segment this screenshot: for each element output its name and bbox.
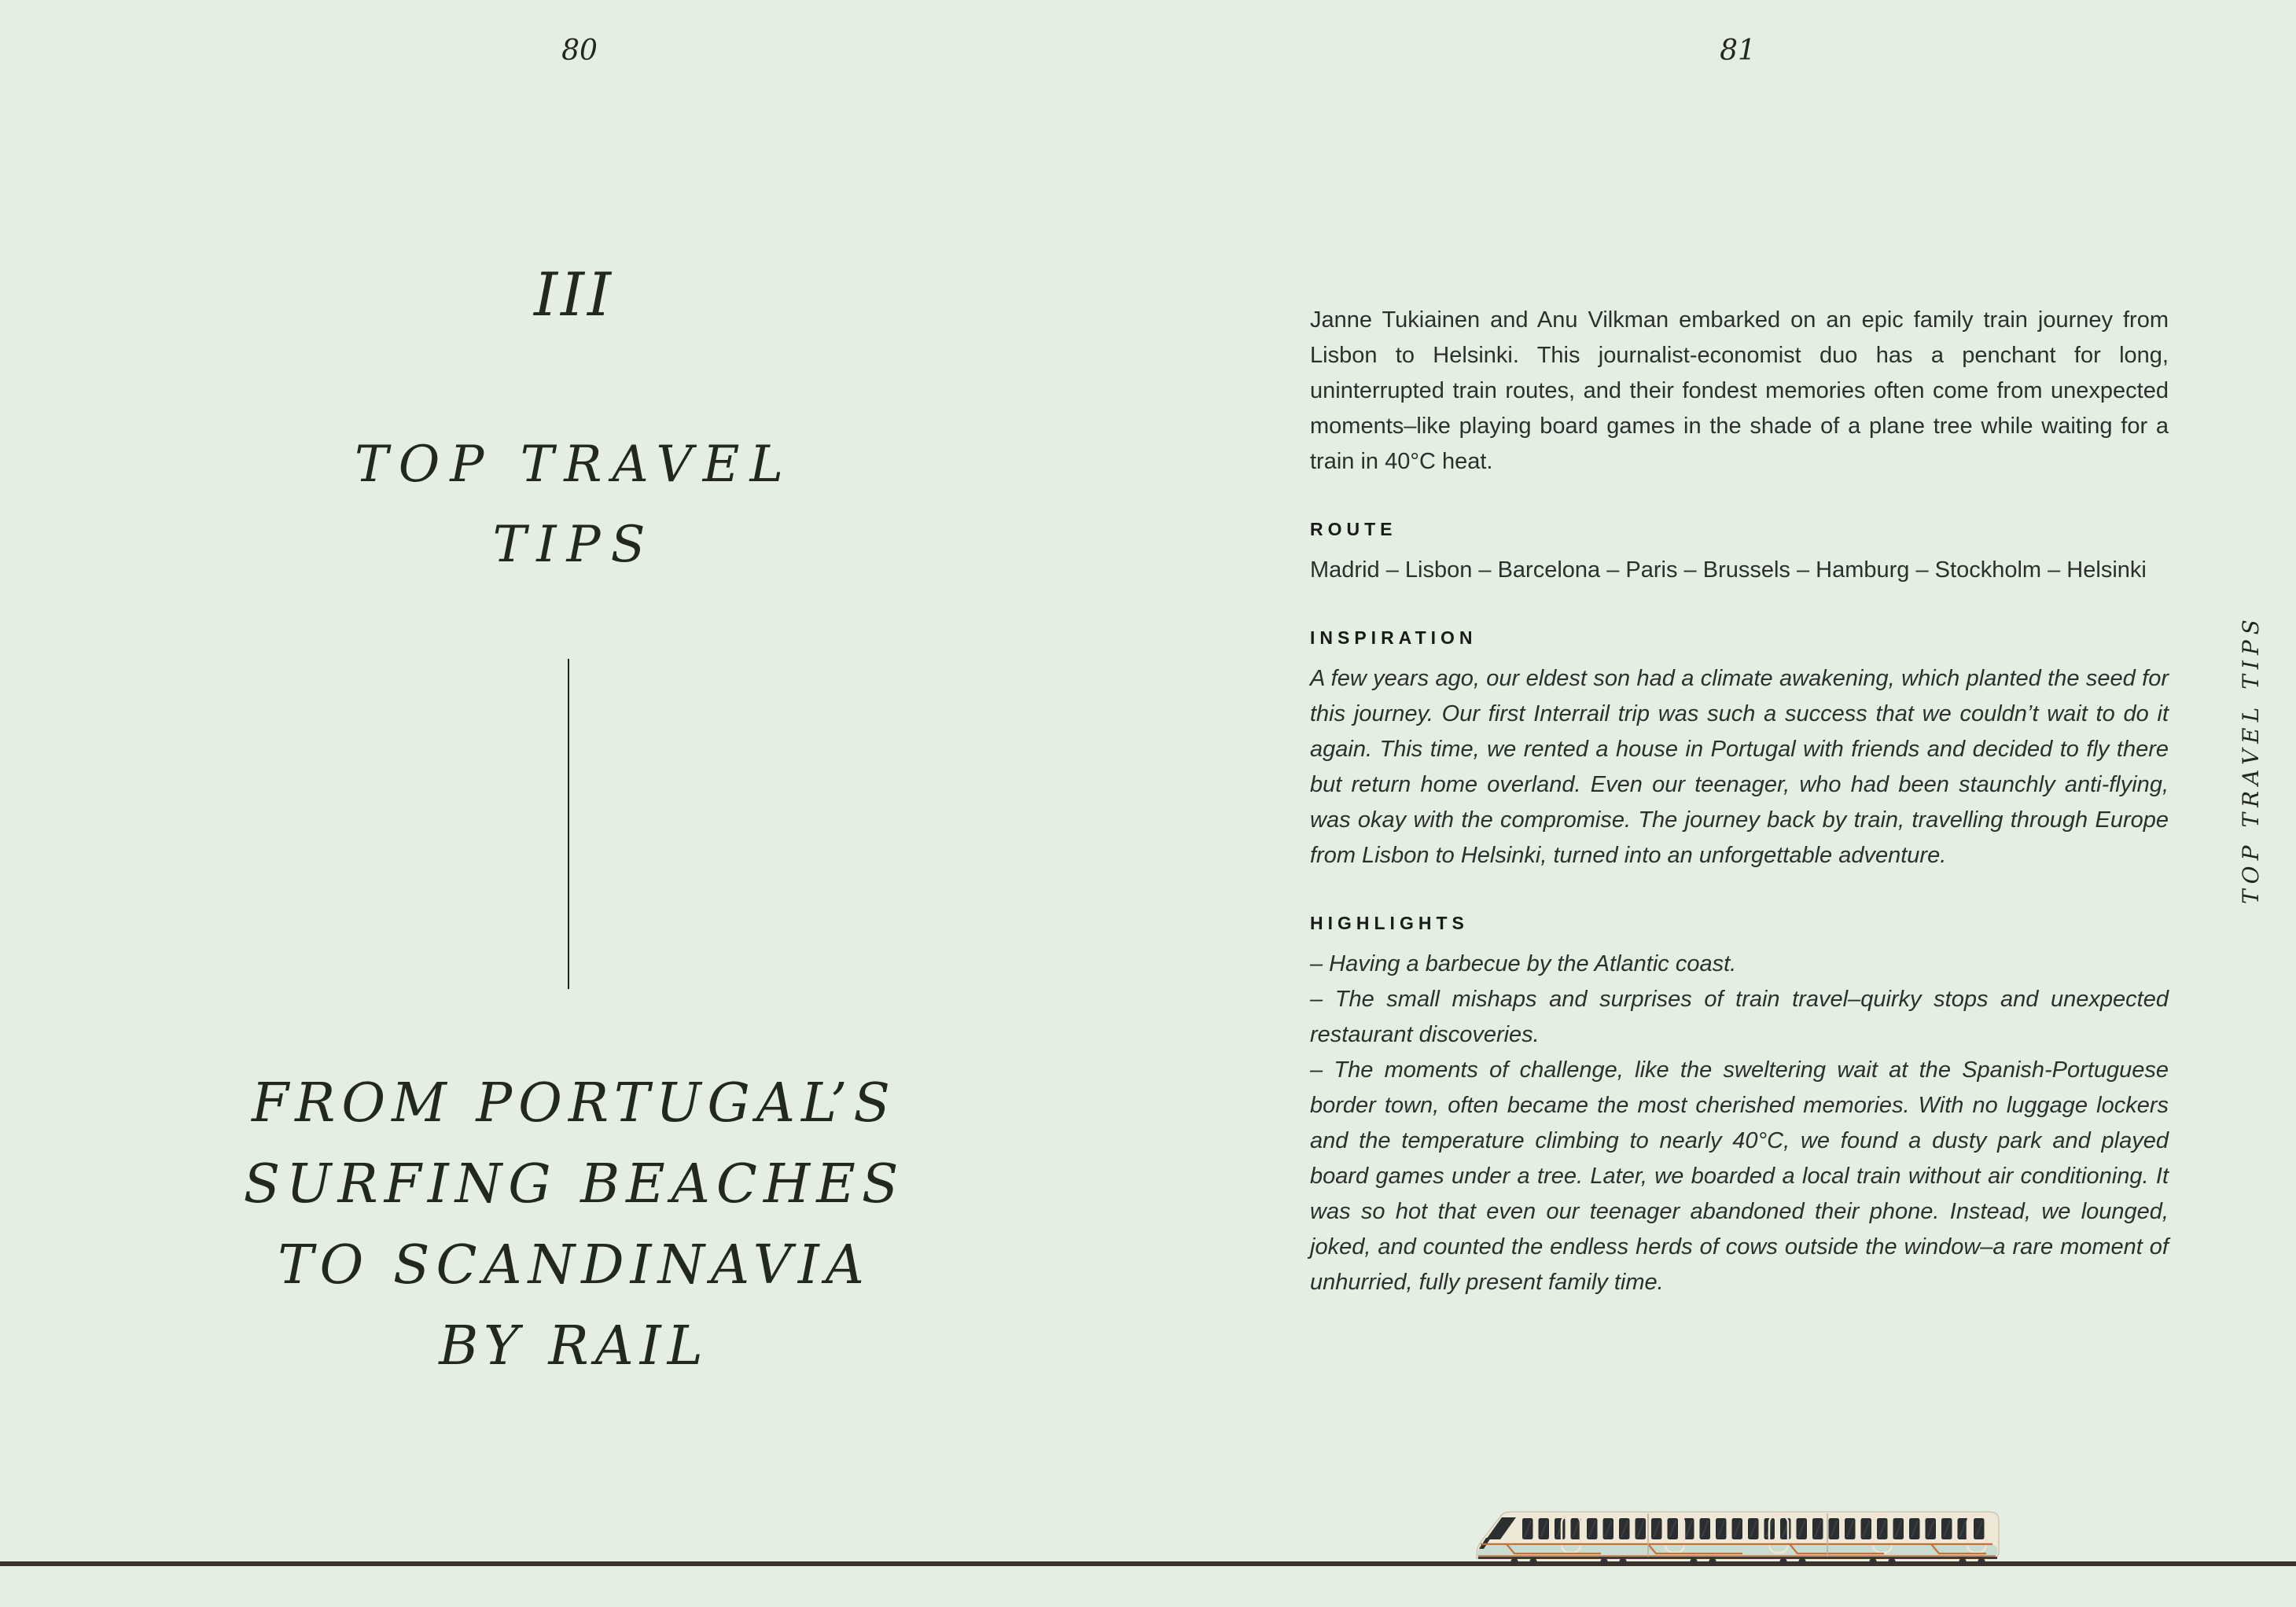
chapter-subtitle-line3: TO SCANDINAVIA	[278, 1234, 870, 1296]
highlights-item: – The small mishaps and surprises of train travel–quirky stops and unexpected restaurant discoveries.	[1310, 987, 2169, 1047]
inspiration-heading: INSPIRATION	[1310, 627, 1477, 648]
chapter-title-line2: TIPS	[492, 516, 656, 574]
chapter-subtitle-line1: FROM PORTUGAL’S	[251, 1072, 897, 1134]
left-page-number: 80	[561, 35, 598, 67]
sidebar-vertical-label: TOP TRAVEL TIPS	[2238, 614, 2264, 904]
chapter-subtitle-line4: BY RAIL	[439, 1315, 709, 1377]
vertical-divider-line	[568, 659, 569, 989]
chapter-subtitle-line2: SURFING BEACHES	[243, 1153, 905, 1215]
highlights-heading: HIGHLIGHTS	[1310, 913, 1469, 933]
highlights-item: – Having a barbecue by the Atlantic coast.	[1310, 951, 1737, 976]
train-illustration	[1469, 1510, 2003, 1566]
inspiration-section	[1310, 627, 2169, 873]
intro-paragraph: Janne Tukiainen and Anu Vilkman embarked on an epic family train journey from Lisbon to Helsinki. This journalist-economist duo has a penchant for long, uninterrupted train routes, and their fondest memories often come from unexpected moments–like playing board games in the shade of a plane tree while waiting for a train in 40°C heat.	[1310, 307, 2169, 474]
chapter-numeral: III	[533, 259, 615, 329]
route-heading: ROUTE	[1310, 519, 1397, 539]
highlights-section	[1310, 913, 2169, 1300]
chapter-title	[0, 425, 1148, 585]
chapter-title-line1: TOP TRAVEL	[355, 436, 793, 494]
highlights-item: – The moments of challenge, like the sweltering wait at the Spanish-Portuguese border town, often became the most cherished memories. With no luggage lockers and the temperature climbing to nearly 40°C, we found a dusty park and played board games under a tree. Later, we boarded a local train without air conditioning. It was so hot that even our teenager abandoned their phone. Instead, we lounged, joked, and counted the endless herds of cows outside the window–a rare moment of unhurried, fully present family time.	[1310, 1057, 2169, 1295]
article-column	[1310, 303, 2169, 1300]
inspiration-text: A few years ago, our eldest son had a climate awakening, which planted the seed for this journey. Our first Interrail trip was such a success that we couldn’t wait to do it again. This time, we rented a house in Portugal with friends and decided to fly there but return home overland. Even our teenager, who had been staunchly anti-flying, was okay with the compromise. The journey back by train, travelling through Europe from Lisbon to Helsinki, turned into an unforgettable adventure.	[1310, 666, 2169, 868]
route-section	[1310, 519, 2169, 588]
right-page-number: 81	[1720, 35, 1756, 67]
route-text: Madrid – Lisbon – Barcelona – Paris – Brussels – Hamburg – Stockholm – Helsinki	[1310, 557, 2147, 583]
chapter-subtitle	[0, 1063, 1148, 1387]
